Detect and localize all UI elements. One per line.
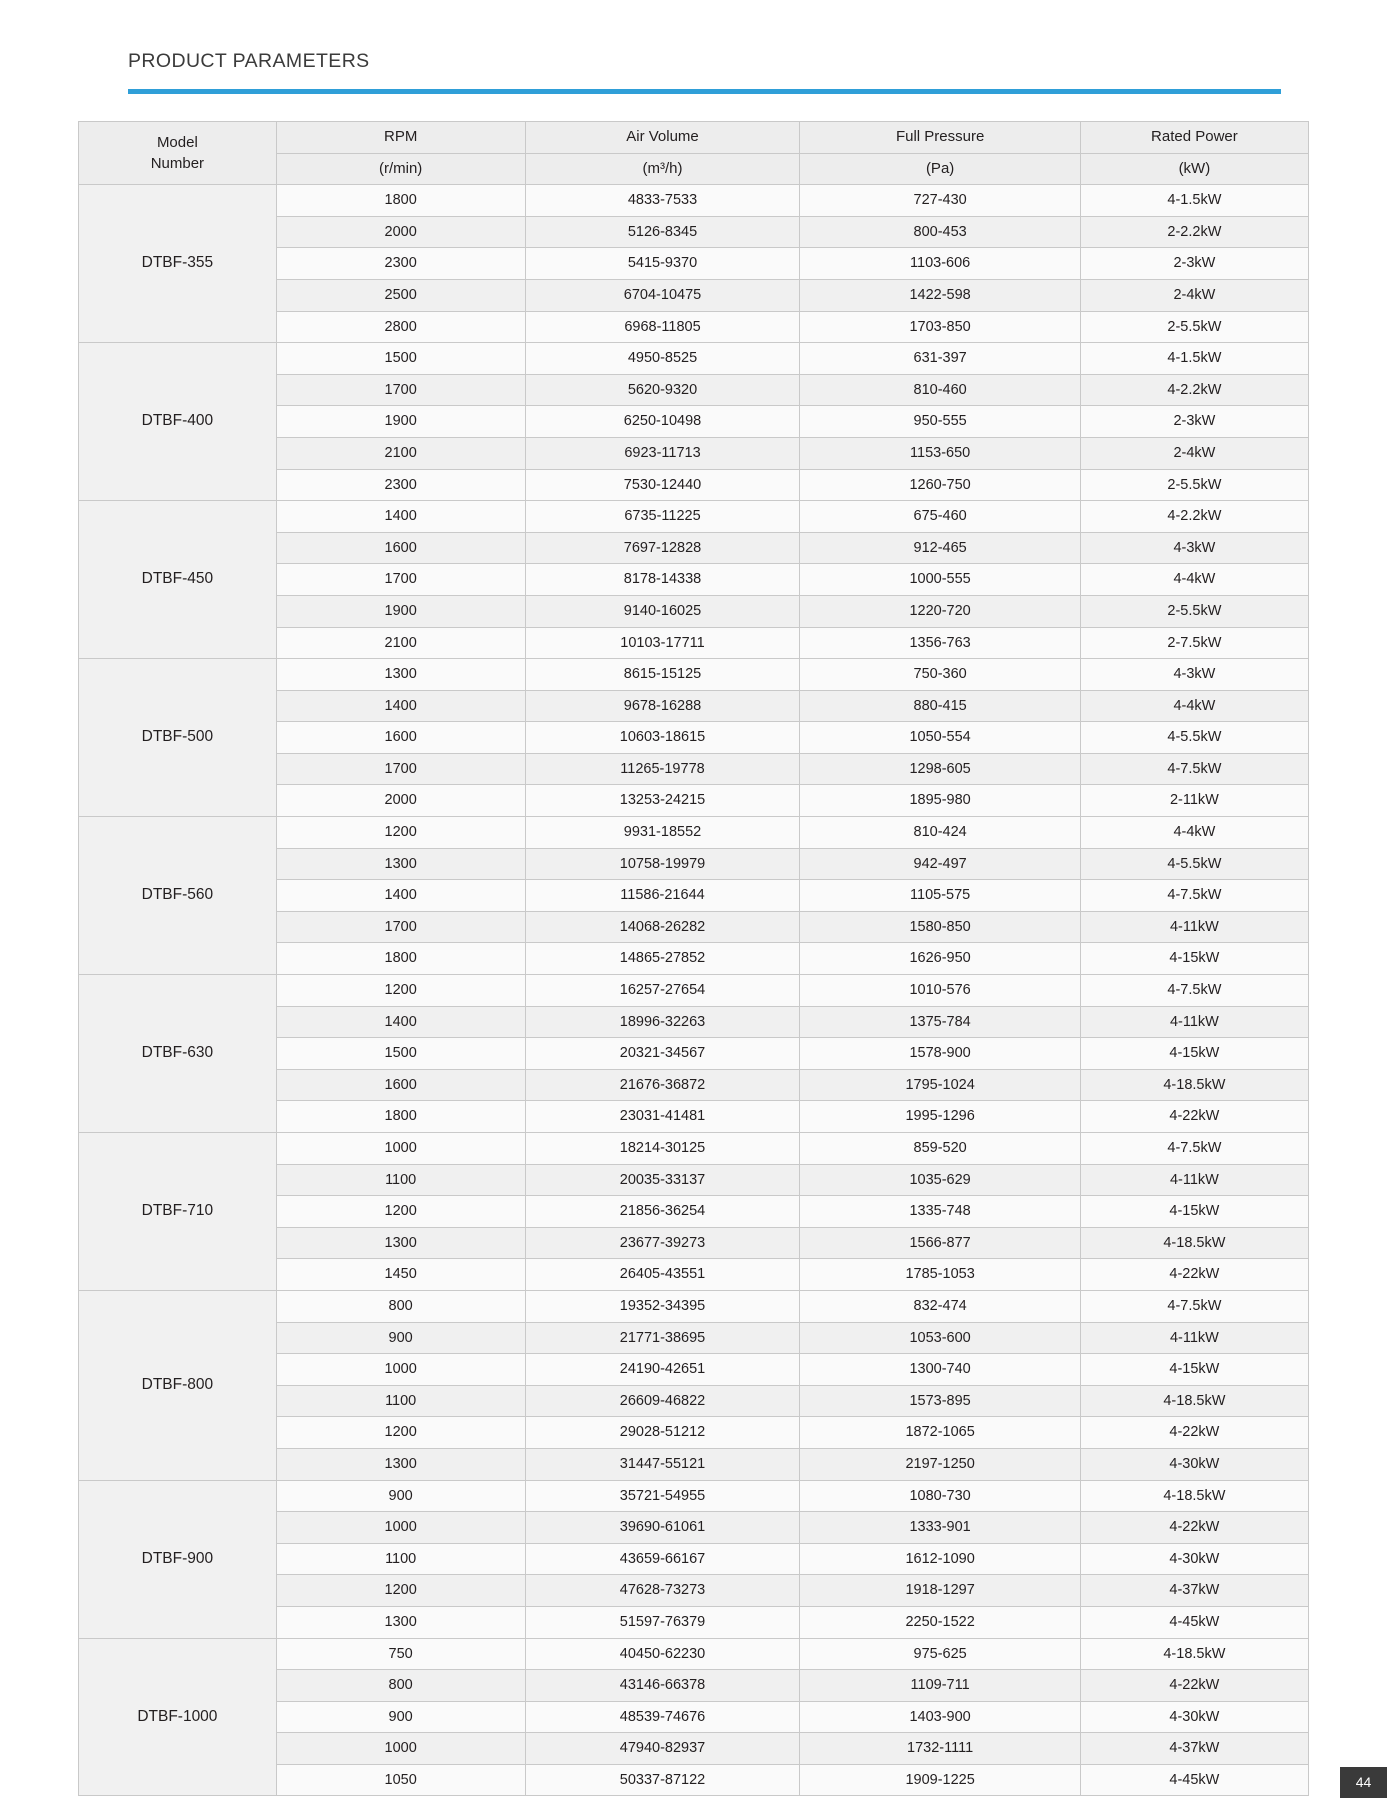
rpm-cell: 2100: [276, 437, 525, 469]
air-volume-cell: 29028-51212: [525, 1417, 800, 1449]
air-volume-cell: 6704-10475: [525, 279, 800, 311]
air-volume-cell: 10603-18615: [525, 722, 800, 754]
air-volume-cell: 21771-38695: [525, 1322, 800, 1354]
rated-power-cell: 4-1.5kW: [1080, 343, 1308, 375]
air-volume-cell: 13253-24215: [525, 785, 800, 817]
air-volume-cell: 21676-36872: [525, 1069, 800, 1101]
rpm-cell: 1000: [276, 1354, 525, 1386]
air-volume-cell: 23031-41481: [525, 1101, 800, 1133]
rated-power-cell: 2-5.5kW: [1080, 595, 1308, 627]
full-pressure-cell: 1918-1297: [800, 1575, 1080, 1607]
table-row: [79, 501, 1309, 533]
rated-power-cell: 4-1.5kW: [1080, 185, 1308, 217]
rpm-cell: 1000: [276, 1733, 525, 1765]
rpm-cell: 1200: [276, 975, 525, 1007]
air-volume-cell: 7530-12440: [525, 469, 800, 501]
air-volume-cell: 40450-62230: [525, 1638, 800, 1670]
rpm-cell: 1700: [276, 911, 525, 943]
air-volume-cell: 26405-43551: [525, 1259, 800, 1291]
full-pressure-cell: 1422-598: [800, 279, 1080, 311]
column-unit-air-volume: (m³/h): [525, 153, 800, 185]
air-volume-cell: 11586-21644: [525, 880, 800, 912]
rpm-cell: 900: [276, 1701, 525, 1733]
full-pressure-cell: 1580-850: [800, 911, 1080, 943]
model-header-line1: Model: [156, 134, 198, 152]
model-number-cell: DTBF-355: [79, 185, 277, 343]
full-pressure-cell: 810-460: [800, 374, 1080, 406]
full-pressure-cell: 1103-606: [800, 248, 1080, 280]
rpm-cell: 1700: [276, 753, 525, 785]
full-pressure-cell: 1050-554: [800, 722, 1080, 754]
rated-power-cell: 4-22kW: [1080, 1417, 1308, 1449]
full-pressure-cell: 1403-900: [800, 1701, 1080, 1733]
air-volume-cell: 18996-32263: [525, 1006, 800, 1038]
model-number-cell: DTBF-450: [79, 501, 277, 659]
air-volume-cell: 21856-36254: [525, 1196, 800, 1228]
full-pressure-cell: 1356-763: [800, 627, 1080, 659]
table-body: [79, 185, 1309, 1796]
air-volume-cell: 48539-74676: [525, 1701, 800, 1733]
air-volume-cell: 20035-33137: [525, 1164, 800, 1196]
rated-power-cell: 2-3kW: [1080, 248, 1308, 280]
air-volume-cell: 50337-87122: [525, 1764, 800, 1796]
air-volume-cell: 43659-66167: [525, 1543, 800, 1575]
rated-power-cell: 4-15kW: [1080, 943, 1308, 975]
full-pressure-cell: 1153-650: [800, 437, 1080, 469]
column-header-air-volume: Air Volume: [525, 122, 800, 154]
rated-power-cell: 4-37kW: [1080, 1733, 1308, 1765]
rpm-cell: 800: [276, 1670, 525, 1702]
full-pressure-cell: 1872-1065: [800, 1417, 1080, 1449]
air-volume-cell: 47628-73273: [525, 1575, 800, 1607]
model-number-cell: DTBF-1000: [79, 1638, 277, 1796]
full-pressure-cell: 750-360: [800, 659, 1080, 691]
full-pressure-cell: 975-625: [800, 1638, 1080, 1670]
rated-power-cell: 4-30kW: [1080, 1701, 1308, 1733]
full-pressure-cell: 631-397: [800, 343, 1080, 375]
full-pressure-cell: 1053-600: [800, 1322, 1080, 1354]
page-header: [0, 0, 1387, 73]
full-pressure-cell: 1000-555: [800, 564, 1080, 596]
air-volume-cell: 51597-76379: [525, 1606, 800, 1638]
table-row: [79, 1133, 1309, 1165]
rated-power-cell: 4-2.2kW: [1080, 374, 1308, 406]
rpm-cell: 1900: [276, 406, 525, 438]
full-pressure-cell: 912-465: [800, 532, 1080, 564]
table-header-row-names: [79, 122, 1309, 154]
rpm-cell: 2500: [276, 279, 525, 311]
rated-power-cell: 2-5.5kW: [1080, 469, 1308, 501]
rpm-cell: 2300: [276, 248, 525, 280]
rpm-cell: 900: [276, 1480, 525, 1512]
rated-power-cell: 4-18.5kW: [1080, 1385, 1308, 1417]
rpm-cell: 1600: [276, 532, 525, 564]
column-header-rated-power: Rated Power: [1080, 122, 1308, 154]
full-pressure-cell: 1703-850: [800, 311, 1080, 343]
model-header-line2: Number: [150, 155, 205, 173]
rpm-cell: 1900: [276, 595, 525, 627]
table-row: [79, 185, 1309, 217]
rpm-cell: 1200: [276, 1575, 525, 1607]
rated-power-cell: 4-2.2kW: [1080, 501, 1308, 533]
full-pressure-cell: 942-497: [800, 848, 1080, 880]
model-number-cell: DTBF-710: [79, 1133, 277, 1291]
full-pressure-cell: 810-424: [800, 817, 1080, 849]
full-pressure-cell: 800-453: [800, 216, 1080, 248]
rated-power-cell: 4-22kW: [1080, 1512, 1308, 1544]
air-volume-cell: 14068-26282: [525, 911, 800, 943]
full-pressure-cell: 1375-784: [800, 1006, 1080, 1038]
parameters-table: [78, 121, 1309, 1796]
rpm-cell: 1000: [276, 1512, 525, 1544]
title-underline: [128, 89, 1281, 94]
rated-power-cell: 4-7.5kW: [1080, 1133, 1308, 1165]
full-pressure-cell: 1220-720: [800, 595, 1080, 627]
rated-power-cell: 4-22kW: [1080, 1101, 1308, 1133]
rated-power-cell: 4-30kW: [1080, 1543, 1308, 1575]
column-unit-rated-power: (kW): [1080, 153, 1308, 185]
air-volume-cell: 14865-27852: [525, 943, 800, 975]
page-number: 44: [1340, 1767, 1387, 1798]
rated-power-cell: 4-7.5kW: [1080, 880, 1308, 912]
full-pressure-cell: 880-415: [800, 690, 1080, 722]
rpm-cell: 1600: [276, 722, 525, 754]
rpm-cell: 1400: [276, 1006, 525, 1038]
rated-power-cell: 4-7.5kW: [1080, 1290, 1308, 1322]
air-volume-cell: 9678-16288: [525, 690, 800, 722]
full-pressure-cell: 1995-1296: [800, 1101, 1080, 1133]
rpm-cell: 1300: [276, 1227, 525, 1259]
model-number-cell: DTBF-900: [79, 1480, 277, 1638]
rated-power-cell: 4-11kW: [1080, 1322, 1308, 1354]
rated-power-cell: 4-3kW: [1080, 532, 1308, 564]
full-pressure-cell: 1105-575: [800, 880, 1080, 912]
column-unit-rpm: (r/min): [276, 153, 525, 185]
rpm-cell: 1300: [276, 1448, 525, 1480]
rpm-cell: 1800: [276, 185, 525, 217]
air-volume-cell: 5415-9370: [525, 248, 800, 280]
full-pressure-cell: 1573-895: [800, 1385, 1080, 1417]
air-volume-cell: 47940-82937: [525, 1733, 800, 1765]
rated-power-cell: 2-3kW: [1080, 406, 1308, 438]
rated-power-cell: 4-18.5kW: [1080, 1480, 1308, 1512]
rated-power-cell: 4-7.5kW: [1080, 975, 1308, 1007]
column-header-model: [79, 122, 277, 185]
rpm-cell: 1100: [276, 1543, 525, 1575]
rated-power-cell: 4-22kW: [1080, 1670, 1308, 1702]
rpm-cell: 1400: [276, 880, 525, 912]
rated-power-cell: 4-15kW: [1080, 1196, 1308, 1228]
rpm-cell: 2800: [276, 311, 525, 343]
air-volume-cell: 6250-10498: [525, 406, 800, 438]
air-volume-cell: 9140-16025: [525, 595, 800, 627]
air-volume-cell: 9931-18552: [525, 817, 800, 849]
air-volume-cell: 19352-34395: [525, 1290, 800, 1322]
table-row: [79, 343, 1309, 375]
column-unit-full-pressure: (Pa): [800, 153, 1080, 185]
rpm-cell: 2100: [276, 627, 525, 659]
full-pressure-cell: 1300-740: [800, 1354, 1080, 1386]
rpm-cell: 1300: [276, 848, 525, 880]
rated-power-cell: 4-45kW: [1080, 1764, 1308, 1796]
air-volume-cell: 7697-12828: [525, 532, 800, 564]
table-head: [79, 122, 1309, 185]
model-number-cell: DTBF-800: [79, 1290, 277, 1480]
full-pressure-cell: 1010-576: [800, 975, 1080, 1007]
full-pressure-cell: 675-460: [800, 501, 1080, 533]
model-number-cell: DTBF-560: [79, 817, 277, 975]
air-volume-cell: 10758-19979: [525, 848, 800, 880]
full-pressure-cell: 1335-748: [800, 1196, 1080, 1228]
model-number-cell: DTBF-400: [79, 343, 277, 501]
rpm-cell: 1600: [276, 1069, 525, 1101]
air-volume-cell: 26609-46822: [525, 1385, 800, 1417]
rated-power-cell: 4-5.5kW: [1080, 722, 1308, 754]
full-pressure-cell: 1260-750: [800, 469, 1080, 501]
air-volume-cell: 6923-11713: [525, 437, 800, 469]
rated-power-cell: 4-5.5kW: [1080, 848, 1308, 880]
page-title: PRODUCT PARAMETERS: [128, 50, 370, 72]
air-volume-cell: 24190-42651: [525, 1354, 800, 1386]
full-pressure-cell: 1795-1024: [800, 1069, 1080, 1101]
rated-power-cell: 4-30kW: [1080, 1448, 1308, 1480]
air-volume-cell: 8178-14338: [525, 564, 800, 596]
rpm-cell: 1300: [276, 1606, 525, 1638]
rated-power-cell: 4-15kW: [1080, 1038, 1308, 1070]
full-pressure-cell: 1626-950: [800, 943, 1080, 975]
air-volume-cell: 4950-8525: [525, 343, 800, 375]
air-volume-cell: 35721-54955: [525, 1480, 800, 1512]
rated-power-cell: 4-18.5kW: [1080, 1227, 1308, 1259]
full-pressure-cell: 832-474: [800, 1290, 1080, 1322]
rpm-cell: 1500: [276, 1038, 525, 1070]
rated-power-cell: 4-11kW: [1080, 1006, 1308, 1038]
rated-power-cell: 2-11kW: [1080, 785, 1308, 817]
rated-power-cell: 2-5.5kW: [1080, 311, 1308, 343]
air-volume-cell: 31447-55121: [525, 1448, 800, 1480]
air-volume-cell: 8615-15125: [525, 659, 800, 691]
air-volume-cell: 10103-17711: [525, 627, 800, 659]
full-pressure-cell: 2250-1522: [800, 1606, 1080, 1638]
air-volume-cell: 11265-19778: [525, 753, 800, 785]
column-header-full-pressure: Full Pressure: [800, 122, 1080, 154]
rated-power-cell: 2-7.5kW: [1080, 627, 1308, 659]
table-row: [79, 1290, 1309, 1322]
full-pressure-cell: 1909-1225: [800, 1764, 1080, 1796]
rated-power-cell: 4-37kW: [1080, 1575, 1308, 1607]
table-row: [79, 659, 1309, 691]
full-pressure-cell: 727-430: [800, 185, 1080, 217]
air-volume-cell: 16257-27654: [525, 975, 800, 1007]
column-header-rpm: RPM: [276, 122, 525, 154]
rated-power-cell: 2-2.2kW: [1080, 216, 1308, 248]
rated-power-cell: 4-45kW: [1080, 1606, 1308, 1638]
air-volume-cell: 39690-61061: [525, 1512, 800, 1544]
table-row: [79, 817, 1309, 849]
air-volume-cell: 20321-34567: [525, 1038, 800, 1070]
rated-power-cell: 2-4kW: [1080, 437, 1308, 469]
rpm-cell: 1100: [276, 1164, 525, 1196]
rpm-cell: 1700: [276, 374, 525, 406]
rated-power-cell: 4-4kW: [1080, 817, 1308, 849]
rated-power-cell: 4-4kW: [1080, 564, 1308, 596]
air-volume-cell: 5126-8345: [525, 216, 800, 248]
rated-power-cell: 4-3kW: [1080, 659, 1308, 691]
full-pressure-cell: 1035-629: [800, 1164, 1080, 1196]
air-volume-cell: 5620-9320: [525, 374, 800, 406]
table-row: [79, 975, 1309, 1007]
full-pressure-cell: 1732-1111: [800, 1733, 1080, 1765]
full-pressure-cell: 859-520: [800, 1133, 1080, 1165]
table-row: [79, 1638, 1309, 1670]
full-pressure-cell: 1109-711: [800, 1670, 1080, 1702]
rated-power-cell: 4-11kW: [1080, 1164, 1308, 1196]
rated-power-cell: 4-4kW: [1080, 690, 1308, 722]
rpm-cell: 1450: [276, 1259, 525, 1291]
rpm-cell: 1800: [276, 943, 525, 975]
rpm-cell: 2300: [276, 469, 525, 501]
rpm-cell: 1050: [276, 1764, 525, 1796]
full-pressure-cell: 1566-877: [800, 1227, 1080, 1259]
full-pressure-cell: 1785-1053: [800, 1259, 1080, 1291]
air-volume-cell: 23677-39273: [525, 1227, 800, 1259]
air-volume-cell: 43146-66378: [525, 1670, 800, 1702]
rpm-cell: 1200: [276, 1196, 525, 1228]
parameters-table-wrap: [78, 121, 1309, 1796]
full-pressure-cell: 950-555: [800, 406, 1080, 438]
rpm-cell: 1300: [276, 659, 525, 691]
rated-power-cell: 4-7.5kW: [1080, 753, 1308, 785]
rpm-cell: 1100: [276, 1385, 525, 1417]
rpm-cell: 1400: [276, 690, 525, 722]
rpm-cell: 1000: [276, 1133, 525, 1165]
rpm-cell: 2000: [276, 216, 525, 248]
full-pressure-cell: 1298-605: [800, 753, 1080, 785]
rpm-cell: 750: [276, 1638, 525, 1670]
rpm-cell: 1400: [276, 501, 525, 533]
rpm-cell: 1500: [276, 343, 525, 375]
model-number-cell: DTBF-630: [79, 975, 277, 1133]
air-volume-cell: 6735-11225: [525, 501, 800, 533]
rated-power-cell: 4-15kW: [1080, 1354, 1308, 1386]
full-pressure-cell: 1612-1090: [800, 1543, 1080, 1575]
full-pressure-cell: 1080-730: [800, 1480, 1080, 1512]
full-pressure-cell: 1333-901: [800, 1512, 1080, 1544]
rpm-cell: 900: [276, 1322, 525, 1354]
rpm-cell: 1200: [276, 817, 525, 849]
air-volume-cell: 4833-7533: [525, 185, 800, 217]
air-volume-cell: 6968-11805: [525, 311, 800, 343]
rated-power-cell: 4-11kW: [1080, 911, 1308, 943]
full-pressure-cell: 2197-1250: [800, 1448, 1080, 1480]
model-number-cell: DTBF-500: [79, 659, 277, 817]
full-pressure-cell: 1578-900: [800, 1038, 1080, 1070]
air-volume-cell: 18214-30125: [525, 1133, 800, 1165]
rpm-cell: 1800: [276, 1101, 525, 1133]
rpm-cell: 2000: [276, 785, 525, 817]
rpm-cell: 1700: [276, 564, 525, 596]
rated-power-cell: 4-18.5kW: [1080, 1069, 1308, 1101]
rated-power-cell: 2-4kW: [1080, 279, 1308, 311]
full-pressure-cell: 1895-980: [800, 785, 1080, 817]
table-row: [79, 1480, 1309, 1512]
rated-power-cell: 4-18.5kW: [1080, 1638, 1308, 1670]
rpm-cell: 1200: [276, 1417, 525, 1449]
rpm-cell: 800: [276, 1290, 525, 1322]
rated-power-cell: 4-22kW: [1080, 1259, 1308, 1291]
